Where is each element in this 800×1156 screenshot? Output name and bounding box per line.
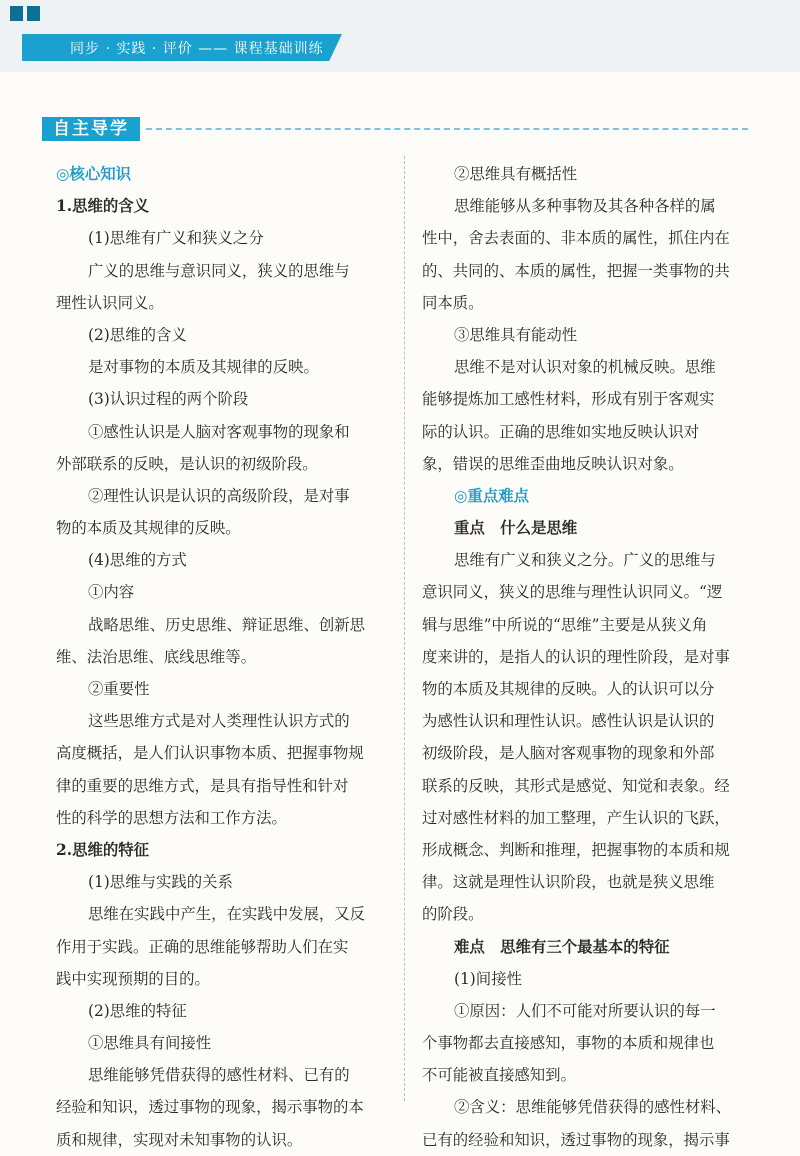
- text-line: 律。这就是理性认识阶段，也就是狭义思维: [422, 873, 715, 892]
- text-line: 辑与思维”中所说的“思维”主要是从狭义角: [422, 615, 708, 634]
- text-line: 个事物都去直接感知，事物的本质和规律也: [422, 1034, 715, 1053]
- text-line: 思维能够凭借获得的感性材料、已有的: [88, 1066, 350, 1085]
- text-line: (1)思维与实践的关系: [88, 873, 233, 892]
- text-line: 质和规律，实现对未知事物的认识。: [56, 1130, 303, 1149]
- text-line: 物的本质及其规律的反映。: [56, 519, 241, 538]
- text-line: 意识同义，狭义的思维与理性认识同义。“逻: [422, 583, 723, 602]
- text-line: 这些思维方式是对人类理性认识方式的: [88, 712, 350, 731]
- text-line: 战略思维、历史思维、辩证思维、创新思: [88, 615, 366, 634]
- header-decor-square: [27, 6, 40, 21]
- text-line: 不可能被直接感知到。: [422, 1066, 576, 1085]
- text-line: 初级阶段，是人脑对客观事物的现象和外部: [422, 744, 715, 763]
- text-line: 思维能够从多种事物及其各种各样的属: [454, 197, 716, 216]
- text-line: 广义的思维与意识同义，狭义的思维与: [88, 261, 350, 280]
- text-line: 2.思维的特征: [56, 840, 150, 859]
- text-line: ②思维具有概括性: [454, 165, 578, 183]
- text-line: 为感性认识和理性认识。感性认识是认识的: [422, 712, 715, 731]
- text-line: 作用于实践。正确的思维能够帮助人们在实: [56, 937, 349, 956]
- text-line: ②含义：思维能够凭借获得的感性材料、: [454, 1098, 732, 1117]
- text-line: (3)认识过程的两个阶段: [88, 390, 249, 409]
- text-line: 象，错误的思维歪曲地反映认识对象。: [422, 454, 684, 473]
- text-line: 难点 思维有三个最基本的特征: [454, 937, 670, 956]
- text-line: 的、共同的、本质的属性，把握一类事物的共: [422, 261, 730, 280]
- text-line: 践中实现预期的目的。: [56, 969, 210, 988]
- text-line: 高度概括，是人们认识事物本质、把握事物规: [56, 744, 364, 763]
- text-line: ①内容: [88, 583, 135, 602]
- text-line: 度来讲的，是指人的认识的理性阶段，是对事: [422, 647, 730, 666]
- text-line: ③思维具有能动性: [454, 325, 578, 344]
- header-decor-square: [10, 6, 23, 21]
- text-line: 1.思维的含义: [56, 197, 150, 216]
- text-line: 形成概念、判断和推理，把握事物的本质和规: [422, 840, 730, 859]
- text-line: 是对事物的本质及其规律的反映。: [88, 358, 319, 377]
- text-line: 经验和知识，透过事物的现象，揭示事物的本: [56, 1098, 364, 1117]
- text-line: 能够提炼加工感性材料，形成有别于客观实: [422, 390, 715, 409]
- text-line: 外部联系的反映，是认识的初级阶段。: [56, 454, 318, 473]
- text-line: 同本质。: [422, 293, 484, 312]
- text-line: 物的本质及其规律的反映。人的认识可以分: [422, 680, 715, 698]
- text-line: (2)思维的含义: [88, 325, 187, 344]
- text-line: 已有的经验和知识，透过事物的现象，揭示事: [422, 1130, 730, 1149]
- text-line: (2)思维的特征: [88, 1001, 187, 1020]
- header-band: [0, 0, 800, 72]
- header-title: 同步 · 实践 · 评价 —— 课程基础训练: [70, 41, 324, 57]
- section-dashed-line: [146, 128, 748, 130]
- text-line: ①感性认识是人脑对客观事物的现象和: [88, 422, 350, 441]
- text-line: 思维有广义和狭义之分。广义的思维与: [454, 551, 716, 570]
- text-line: (1)思维有广义和狭义之分: [88, 229, 264, 248]
- text-line: 律的重要的思维方式，是具有指导性和针对: [56, 776, 349, 795]
- text-line: 际的认识。正确的思维如实地反映认识对: [422, 422, 700, 441]
- text-line: 性的科学的思想方法和工作方法。: [56, 808, 287, 827]
- text-line: 过对感性材料的加工整理，产生认识的飞跃，: [422, 808, 730, 827]
- text-line: ①思维具有间接性: [88, 1034, 212, 1053]
- text-line: (1)间接性: [454, 969, 522, 988]
- text-line: ◎重点难点: [454, 486, 529, 505]
- text-line: 理性认识同义。: [56, 293, 164, 312]
- section-title: 自主导学: [42, 117, 140, 141]
- text-line: 联系的反映，其形式是感觉、知觉和表象。经: [422, 776, 730, 795]
- left-column: [56, 158, 376, 1156]
- text-line: ◎核心知识: [56, 165, 131, 183]
- right-column: [422, 158, 742, 1156]
- text-line: 重点 什么是思维: [454, 519, 578, 538]
- text-line: 维、法治思维、底线思维等。: [56, 647, 257, 666]
- text-line: 性中，舍去表面的、非本质的属性，抓住内在: [422, 229, 730, 248]
- text-line: (4)思维的方式: [88, 551, 187, 570]
- text-line: ②理性认识是认识的高级阶段，是对事: [88, 486, 350, 505]
- text-line: ①原因：人们不可能对所要认识的每一: [454, 1001, 716, 1020]
- text-line: 思维不是对认识对象的机械反映。思维: [454, 358, 716, 377]
- text-line: 思维在实践中产生，在实践中发展，又反: [88, 905, 366, 924]
- column-divider: [404, 156, 405, 1101]
- text-line: 的阶段。: [422, 905, 484, 924]
- text-line: ②重要性: [88, 680, 150, 698]
